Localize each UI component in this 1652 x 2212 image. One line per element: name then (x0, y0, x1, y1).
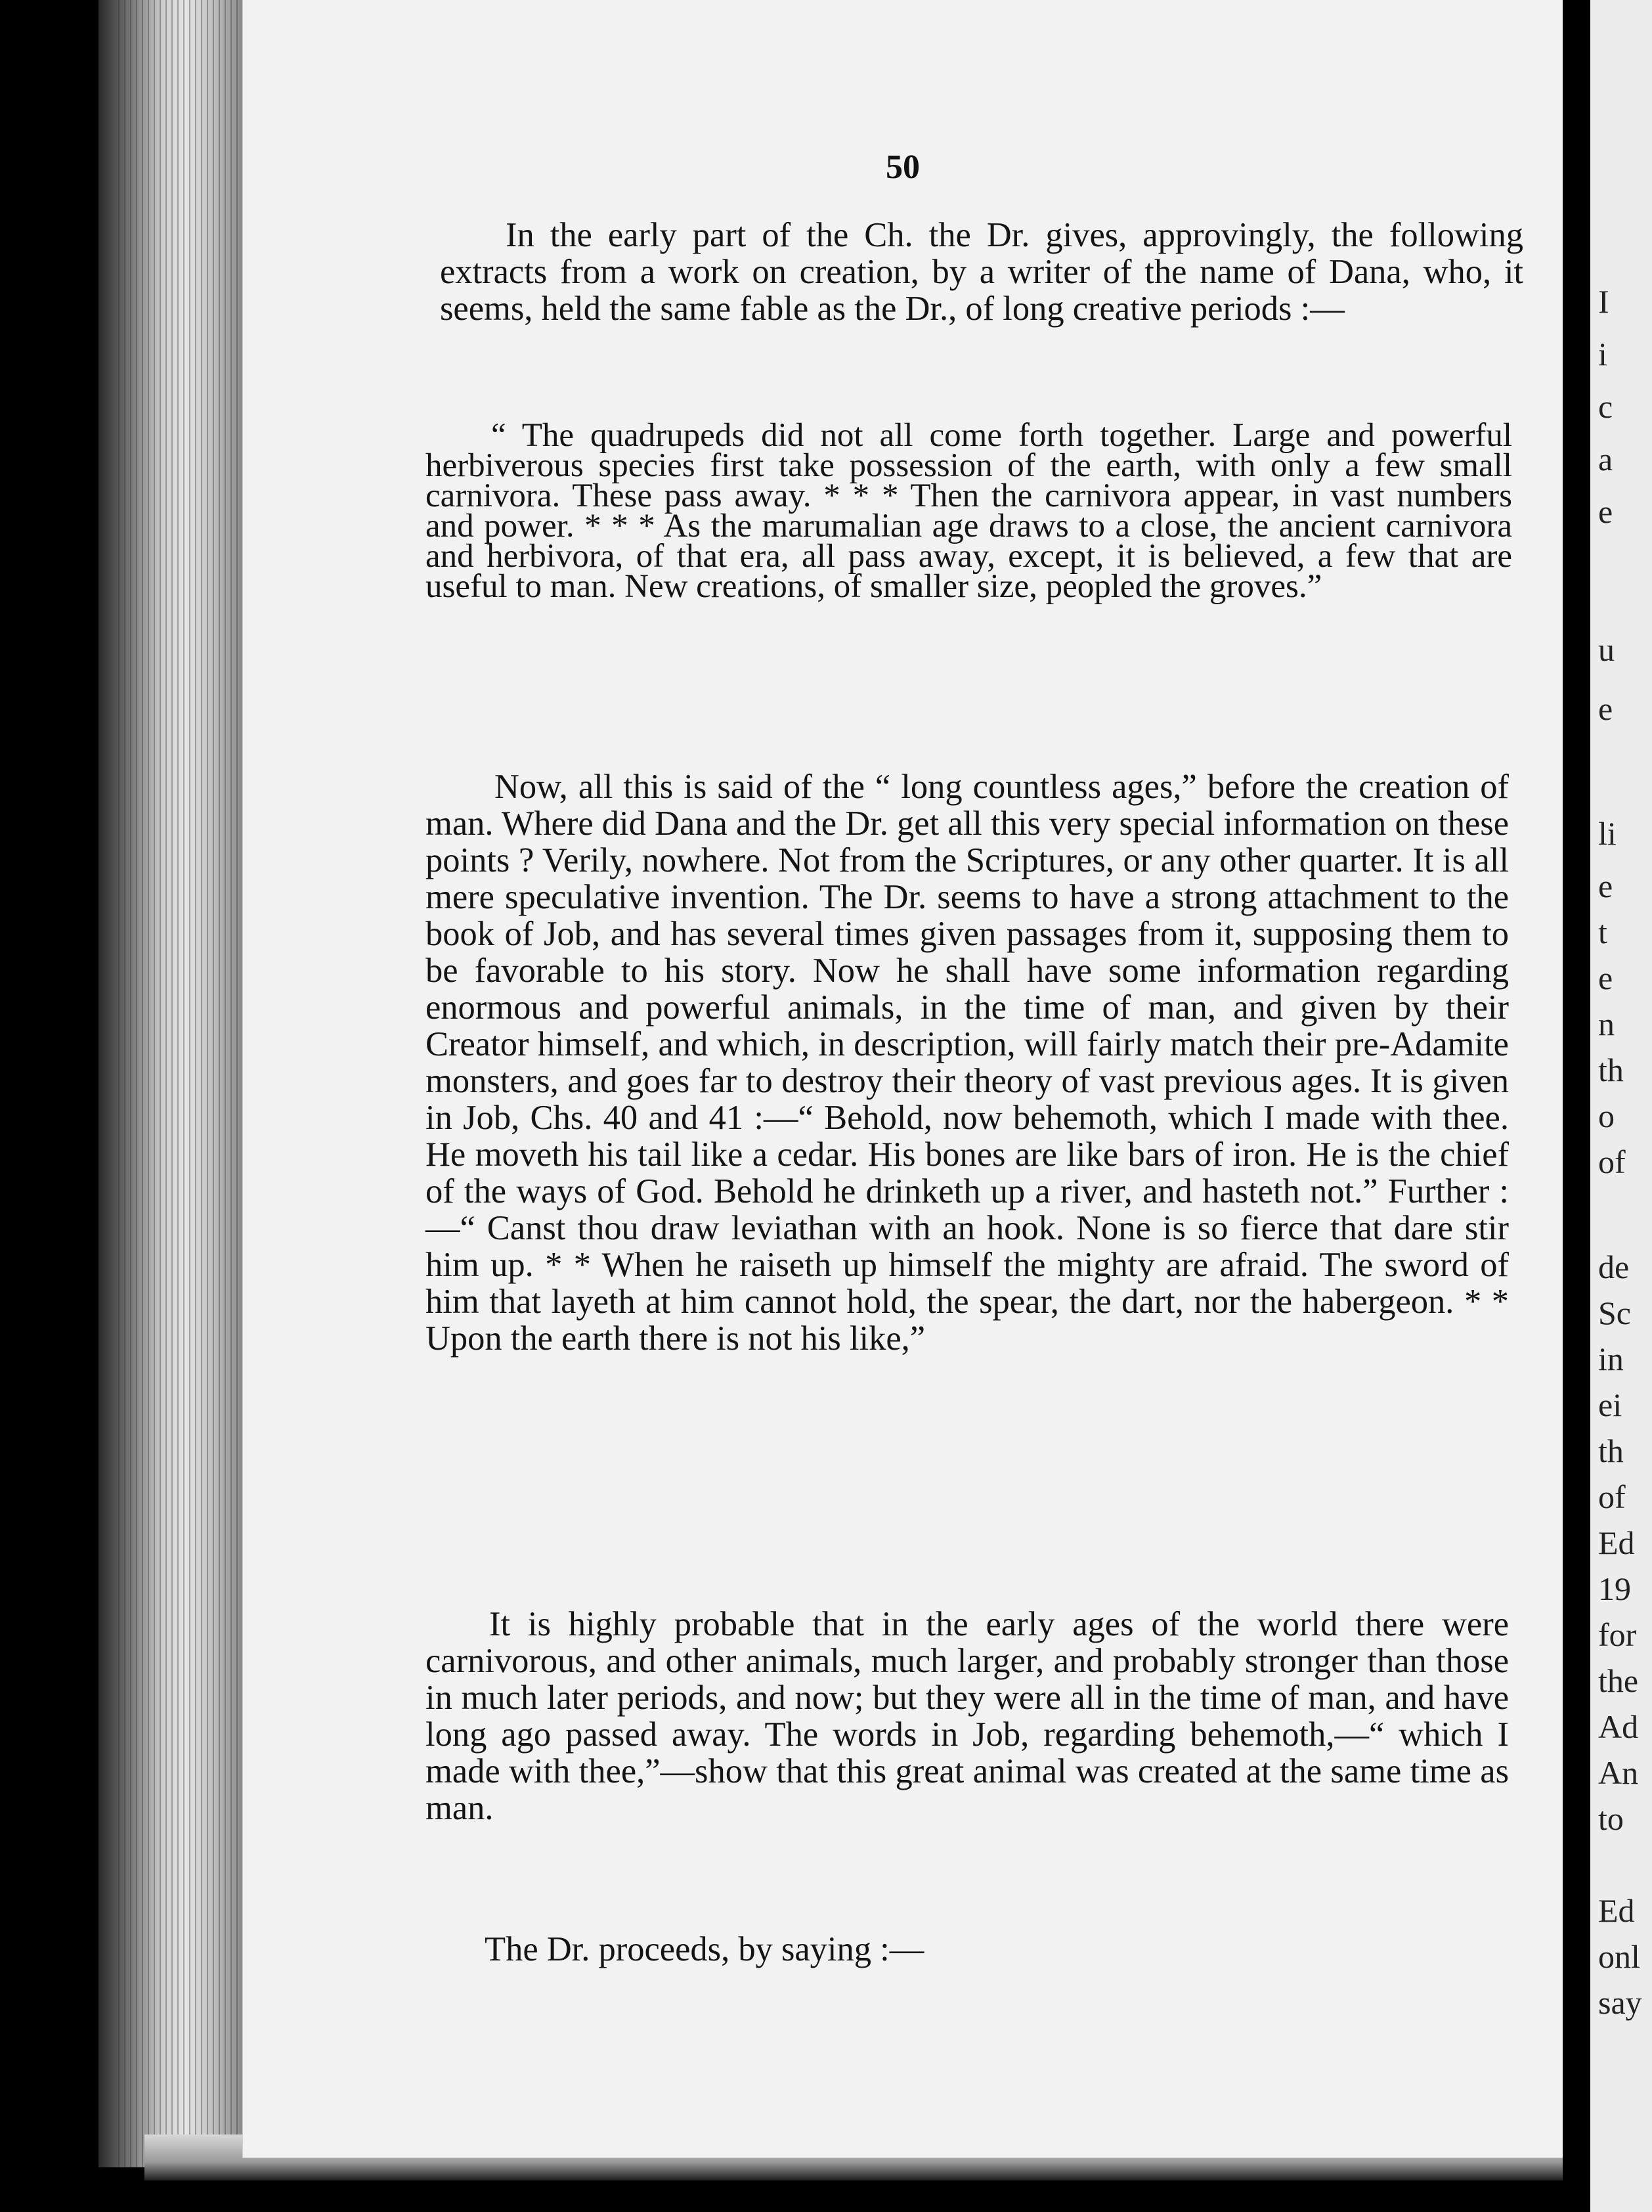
paragraph-proceeds: The Dr. proceeds, by saying :— (485, 1930, 924, 1968)
facing-text-fragment: a (1598, 441, 1613, 477)
facing-text-fragment: of (1598, 1478, 1626, 1515)
facing-text-fragment: Ed (1598, 1524, 1635, 1561)
left-scan-border (0, 0, 98, 2212)
facing-text-fragment: c (1598, 388, 1613, 425)
book-page (243, 0, 1563, 2157)
paragraph-intro: In the early part of the Ch. the Dr. gives, approvingly, the following extracts from a work on creation, by a writer of the name of Dana, who, it seems, held the same fable as the Dr., of long creative periods :— (440, 216, 1523, 328)
facing-text-fragment: Sc (1598, 1294, 1631, 1331)
block-quote-dana: “ The quadrupeds did not all come forth together. Large and powerful herbiverous species first take possession of the earth, with only a few small carnivora. These pass away. * * * Then the carnivora appear, in vast numbers and power. * * * As the marumalian age draws to a close, the ancient carnivora and herbivora, of that era, all pass away, except, it is believed, a few that are useful to man. New creations, of smaller size, peopled the groves.” (425, 417, 1512, 605)
facing-text-fragment: say (1598, 1984, 1642, 2021)
facing-text-fragment: Ad (1598, 1708, 1639, 1745)
facing-page-edge (1590, 0, 1652, 2212)
facing-text-fragment: n (1598, 1006, 1615, 1042)
paragraph-job-behemoth: Now, all this is said of the “ long countless ages,” before the creation of man. Where did Dana and the Dr. get all this very special information on these points ? Verily, nowhere. Not from the Scriptures, or any other quarter. It is all mere speculative invention. The Dr. seems to have a strong attachment to the book of Job, and has several times given passages from it, supposing them to be favorable to his story. Now he shall have some information regarding enormous and powerful animals, in the time of man, and given by their Creator himself, and which, in description, will fairly match their pre-Adamite monsters, and goes far to destroy their theory of vast previous ages. It is given in Job, Chs. 40 and 41 :—“ Behold, now behemoth, which I made with thee. He moveth his tail like a cedar. His bones are like bars of iron. He is the chief of the ways of God. Behold he drinketh up a river, and hasteth not.” Further :—“ Canst thou draw leviathan with an hook. None is so fierce that dare stir him up. * * When he raiseth up himself the mighty are afraid. The sword of him that layeth at him cannot hold, the spear, the dart, nor the habergeon. * * Upon the earth there is not his like,” (425, 768, 1509, 1358)
page-divider (1563, 0, 1590, 2212)
facing-text-fragment: to (1598, 1800, 1624, 1837)
facing-text-fragment: 19 (1598, 1570, 1631, 1607)
facing-text-fragment: li (1598, 815, 1617, 852)
facing-text-fragment: e (1598, 868, 1613, 904)
facing-text-fragment: e (1598, 960, 1613, 996)
facing-text-fragment: ei (1598, 1386, 1622, 1423)
facing-text-fragment: Ed (1598, 1892, 1635, 1929)
facing-text-fragment: th (1598, 1432, 1624, 1469)
facing-text-fragment: i (1598, 336, 1607, 372)
facing-text-fragment: e (1598, 493, 1613, 530)
facing-text-fragment: de (1598, 1249, 1630, 1285)
facing-text-fragment: onl (1598, 1938, 1640, 1975)
facing-text-fragment: for (1598, 1616, 1637, 1653)
paragraph-early-ages: It is highly probable that in the early ages of the world there were carnivorous, and other animals, much larger, and probably stronger than those in much later periods, and now; but they were all in the time of man, and have long ago passed away. The words in Job, regarding behemoth,—“ which I made with thee,”—show that this great animal was created at the same time as man. (425, 1605, 1509, 1827)
facing-text-fragment: e (1598, 690, 1613, 727)
facing-text-fragment: of (1598, 1143, 1626, 1180)
facing-text-fragment: An (1598, 1754, 1639, 1791)
facing-text-fragment: th (1598, 1051, 1624, 1088)
facing-text-fragment: in (1598, 1340, 1624, 1377)
facing-text-fragment: I (1598, 283, 1609, 320)
facing-text-fragment: u (1598, 631, 1615, 668)
facing-text-fragment: o (1598, 1097, 1615, 1134)
facing-text-fragment: the (1598, 1662, 1639, 1699)
page-number: 50 (886, 148, 920, 186)
facing-text-fragment: t (1598, 914, 1607, 950)
page-edges (118, 0, 243, 2167)
